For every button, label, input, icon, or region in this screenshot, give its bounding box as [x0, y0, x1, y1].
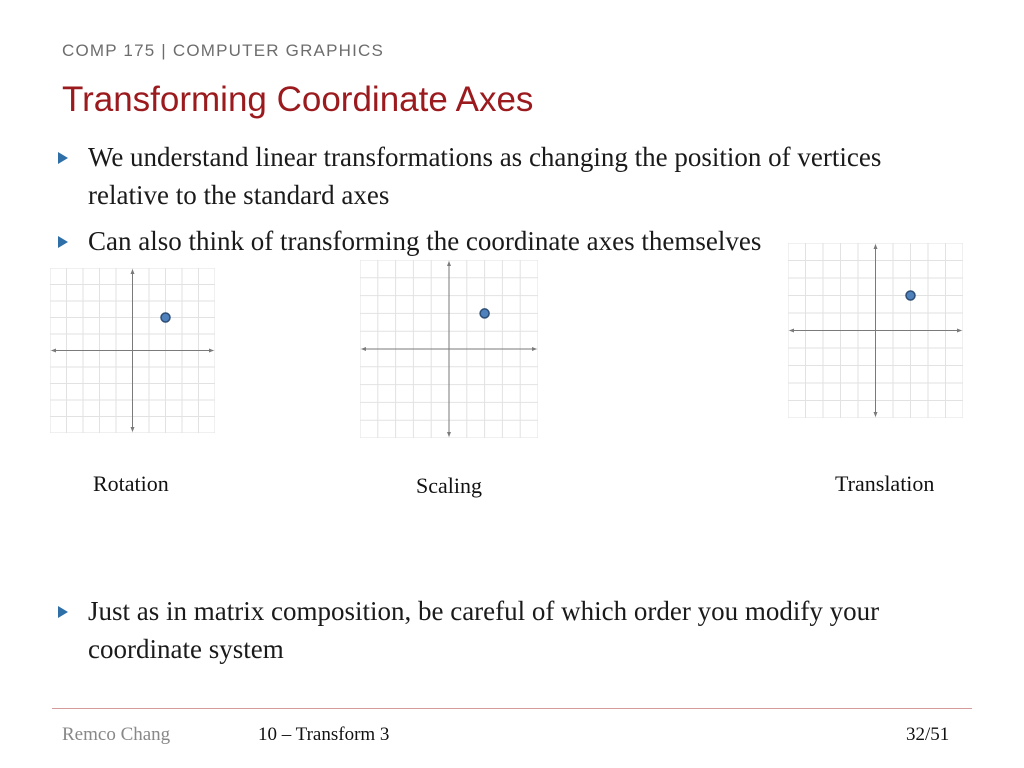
vertex-point — [480, 309, 489, 318]
footer-author: Remco Chang — [62, 724, 171, 745]
axis-arrow-icon — [874, 412, 878, 417]
triangle-bullet-icon — [58, 222, 88, 248]
axis-arrow-icon — [874, 244, 878, 249]
bottom-bullet-list — [58, 592, 958, 668]
rotation-grid-figure — [50, 268, 215, 433]
rotation-caption: Rotation — [93, 471, 169, 496]
bullet-text: Just as in matrix composition, be careful of which order you modify your coordinate system — [88, 596, 880, 664]
translation-caption: Translation — [835, 471, 935, 496]
scaling-caption: Scaling — [416, 473, 482, 498]
bullet-text: Can also think of transforming the coordinate axes themselves — [88, 226, 762, 256]
axis-arrow-icon — [447, 261, 451, 266]
course-header: COMP 175 | COMPUTER GRAPHICS — [62, 41, 385, 60]
translation-grid-figure — [788, 243, 963, 418]
footer-divider — [52, 708, 972, 709]
bullet-item-1 — [58, 138, 958, 214]
footer-page-number: 32/51 — [906, 724, 950, 745]
bullet-list — [58, 138, 958, 260]
axis-arrow-icon — [131, 269, 135, 274]
bullet-item-3 — [58, 592, 958, 668]
triangle-bullet-icon — [58, 592, 88, 618]
vertex-point — [906, 291, 915, 300]
triangle-bullet-icon — [58, 138, 88, 164]
bullet-text: We understand linear transformations as changing the position of vertices relative to the standard axes — [88, 142, 882, 210]
axis-arrow-icon — [532, 347, 537, 351]
axis-arrow-icon — [209, 349, 214, 353]
coordinate-grid — [50, 268, 215, 433]
footer-lecture: 10 – Transform 3 — [258, 724, 390, 745]
axis-arrow-icon — [447, 432, 451, 437]
axis-arrow-icon — [131, 427, 135, 432]
scaling-grid-figure — [360, 260, 538, 438]
vertex-point — [161, 313, 170, 322]
coordinate-grid — [788, 243, 963, 418]
axis-arrow-icon — [51, 349, 56, 353]
coordinate-grid — [360, 260, 538, 438]
axis-arrow-icon — [789, 329, 794, 333]
axis-arrow-icon — [957, 329, 962, 333]
slide-title: Transforming Coordinate Axes — [62, 80, 534, 119]
axis-arrow-icon — [361, 347, 366, 351]
